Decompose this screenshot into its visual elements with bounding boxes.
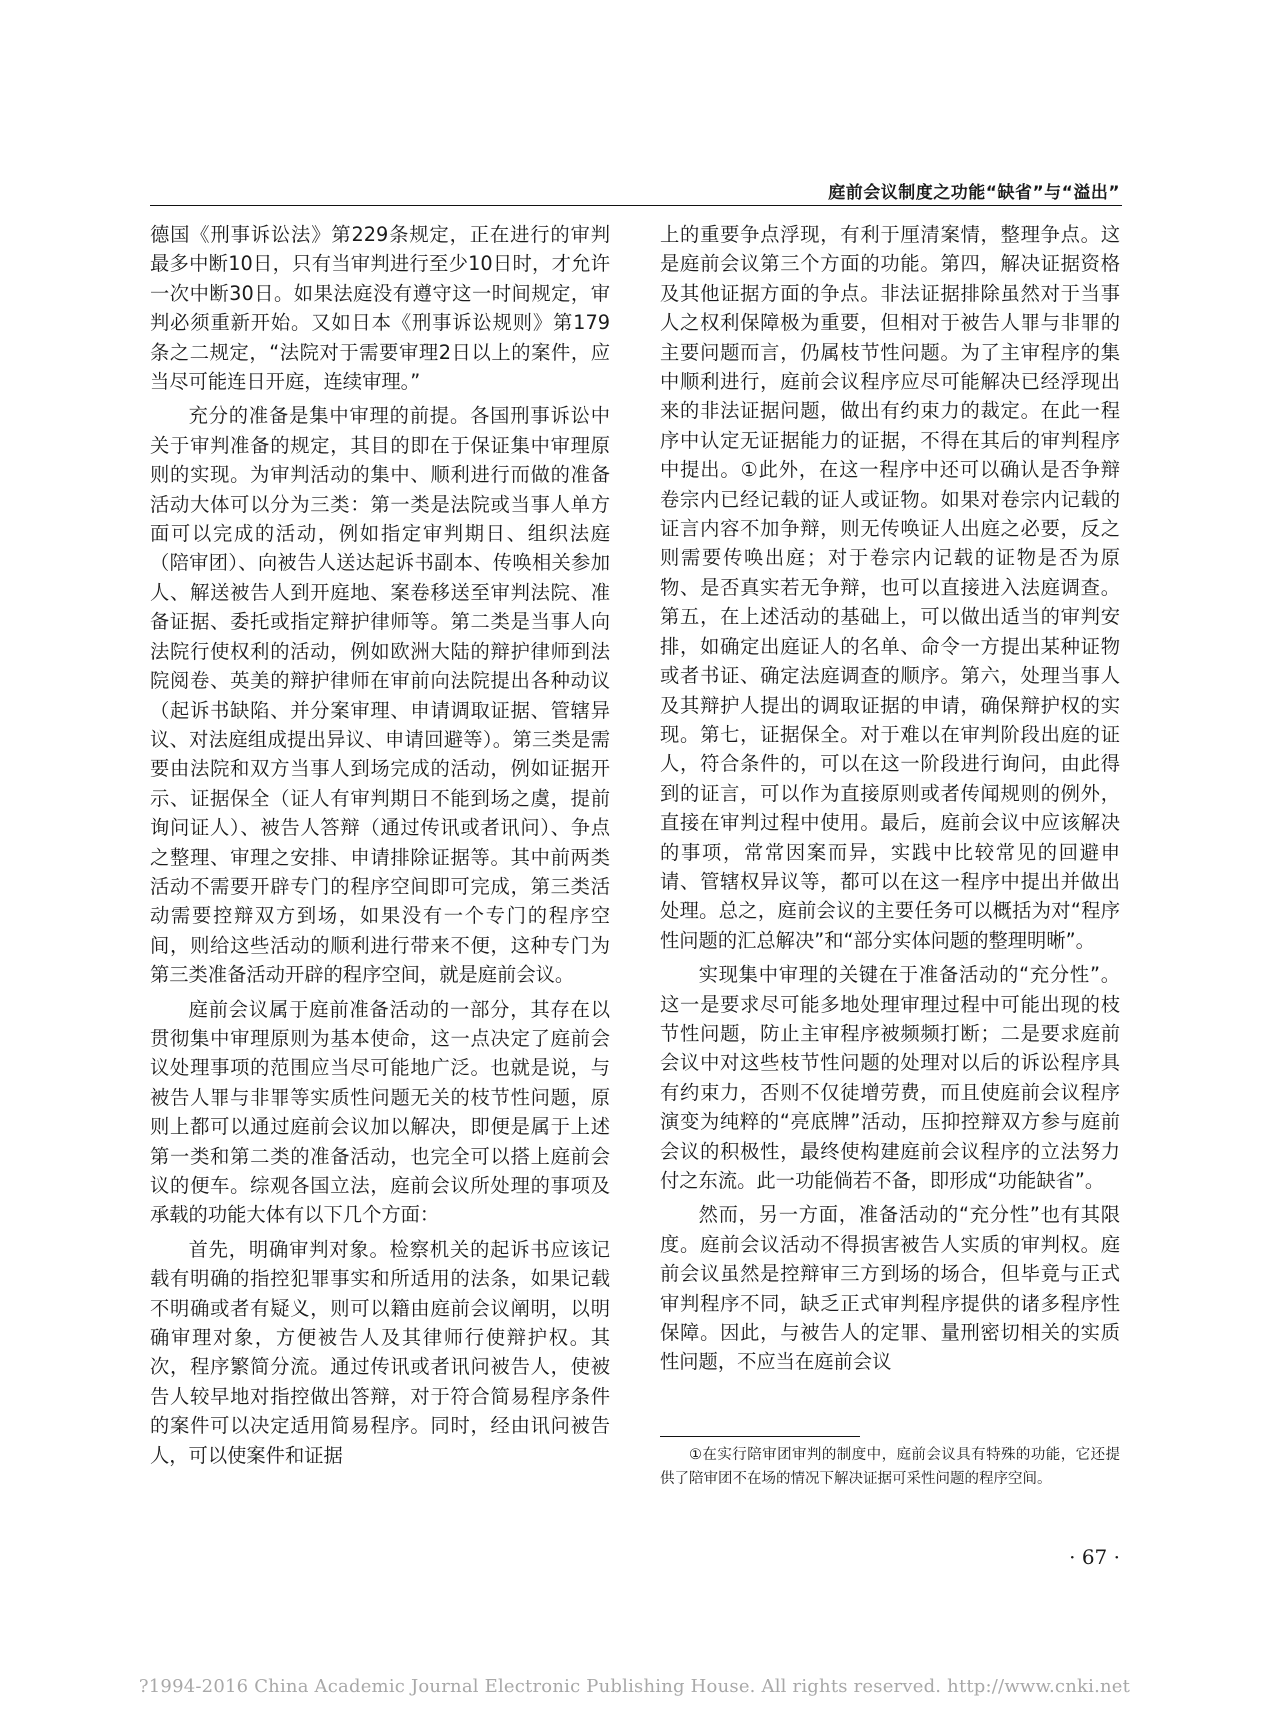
footnote-rule xyxy=(660,1436,860,1437)
footnote xyxy=(660,1443,1120,1491)
paragraph: 然而，另一方面，准备活动的“充分性”也有其限度。庭前会议活动不得损害被告人实质的审判权。庭前会议虽然是控辩审三方到场的场合，但毕竟与正式审判程序不同，缺乏正式审判程序提供的诸多程序性保障。因此，与被告人的定罪、量刑密切相关的实质性问题，不应当在庭前会议 xyxy=(660,1203,1120,1374)
paragraph: 庭前会议属于庭前准备活动的一部分，其存在以贯彻集中审理原则为基本使命，这一点决定了庭前会议处理事项的范围应当尽可能地广泛。也就是说，与被告人罪与非罪等实质性问题无关的枝节性问题，原则上都可以通过庭前会议加以解决，即便是属于上述第一类和第二类的准备活动，也完全可以搭上庭前会议的便车。综观各国立法，庭前会议所处理的事项及承载的功能大体有以下几个方面： xyxy=(150,997,610,1227)
paragraph: 德国《刑事诉讼法》第229条规定，正在进行的审判最多中断10日，只有当审判进行至少10日时，才允许一次中断30日。如果法庭没有遵守这一时间规定，审判必须重新开始。又如日本《刑事诉讼规则》第179条之二规定，“法院对于需要审理2日以上的案件，应当尽可能连日开庭，连续审理。” xyxy=(150,223,610,394)
right-column xyxy=(660,220,1120,1382)
paragraph: 充分的准备是集中审理的前提。各国刑事诉讼中关于审判准备的规定，其目的即在于保证集中审理原则的实现。为审判活动的集中、顺利进行而做的准备活动大体可以分为三类：第一类是法院或当事人单方面可以完成的活动，例如指定审判期日、组织法庭（陪审团）、向被告人送达起诉书副本、传唤相关参加人、解送被告人到开庭地、案卷移送至审判法院、准备证据、委托或指定辩护律师等。第二类是当事人向法院行使权利的活动，例如欧洲大陆的辩护律师到法院阅卷、英美的辩护律师在审前向法院提出各种动议（起诉书缺陷、并分案审理、申请调取证据、管辖异议、对法庭组成提出异议、申请回避等）。第三类是需要由法院和双方当事人到场完成的活动，例如证据开示、证据保全（证人有审判期日不能到场之虞，提前询问证人）、被告人答辩（通过传讯或者讯问）、争点之整理、审理之安排、申请排除证据等。其中前两类活动不需要开辟专门的程序空间即可完成，第三类活动需要控辩双方到场，如果没有一个专门的程序空间，则给这些活动的顺利进行带来不便，这种专门为第三类准备活动开辟的程序空间，就是庭前会议。 xyxy=(150,404,610,987)
header-rule xyxy=(150,205,1122,206)
left-column xyxy=(150,220,610,1475)
footnote-text: ①在实行陪审团审判的制度中，庭前会议具有特殊的功能，它还提供了陪审团不在场的情况下解决证据可采性问题的程序空间。 xyxy=(660,1447,1120,1487)
paragraph: 上的重要争点浮现，有利于厘清案情，整理争点。这是庭前会议第三个方面的功能。第四，解决证据资格及其他证据方面的争点。非法证据排除虽然对于当事人之权利保障极为重要，但相对于被告人罪与非罪的主要问题而言，仍属枝节性问题。为了主审程序的集中顺利进行，庭前会议程序应尽可能解决已经浮现出来的非法证据问题，做出有约束力的裁定。在此一程序中认定无证据能力的证据，不得在其后的审判程序中提出。①此外，在这一程序中还可以确认是否争辩卷宗内已经记载的证人或证物。如果对卷宗内记载的证言内容不加争辩，则无传唤证人出庭之必要，反之则需要传唤出庭；对于卷宗内记载的证物是否为原物、是否真实若无争辩，也可以直接进入法庭调查。第五，在上述活动的基础上，可以做出适当的审判安排，如确定出庭证人的名单、命令一方提出某种证物或者书证、确定法庭调查的顺序。第六，处理当事人及其辩护人提出的调取证据的申请，确保辩护权的实现。第七，证据保全。对于难以在审判阶段出庭的证人，符合条件的，可以在这一阶段进行询问，由此得到的证言，可以作为直接原则或者传闻规则的例外，直接在审判过程中使用。最后，庭前会议中应该解决的事项，常常因案而异，实践中比较常见的回避申请、管辖权异议等，都可以在这一程序中提出并做出处理。总之，庭前会议的主要任务可以概括为对“程序性问题的汇总解决”和“部分实体问题的整理明晰”。 xyxy=(660,223,1120,952)
page-number: · 67 · xyxy=(1069,1545,1120,1569)
paragraph: 实现集中审理的关键在于准备活动的“充分性”。这一是要求尽可能多地处理审理过程中可能出现的枝节性问题，防止主审程序被频频打断；二是要求庭前会议中对这些枝节性问题的处理对以后的诉讼程序具有约束力，否则不仅徒增劳费，而且使庭前会议程序演变为纯粹的“亮底牌”活动，压抑控辩双方参与庭前会议的积极性，最终使构建庭前会议程序的立法努力付之东流。此一功能倘若不备，即形成“功能缺省”。 xyxy=(660,963,1120,1192)
running-header-title: 庭前会议制度之功能“缺省”与“溢出” xyxy=(828,183,1120,203)
copyright-watermark: ?1994-2016 China Academic Journal Electronic Publishing House. All rights reserved. http://www.cnki.net xyxy=(138,1676,1131,1697)
paragraph: 首先，明确审判对象。检察机关的起诉书应该记载有明确的指控犯罪事实和所适用的法条，如果记载不明确或者有疑义，则可以籍由庭前会议阐明，以明确审理对象，方便被告人及其律师行使辩护权。其次，程序繁简分流。通过传讯或者讯问被告人，使被告人较早地对指控做出答辩，对于符合简易程序条件的案件可以决定适用简易程序。同时，经由讯问被告人，可以使案件和证据 xyxy=(150,1237,610,1467)
